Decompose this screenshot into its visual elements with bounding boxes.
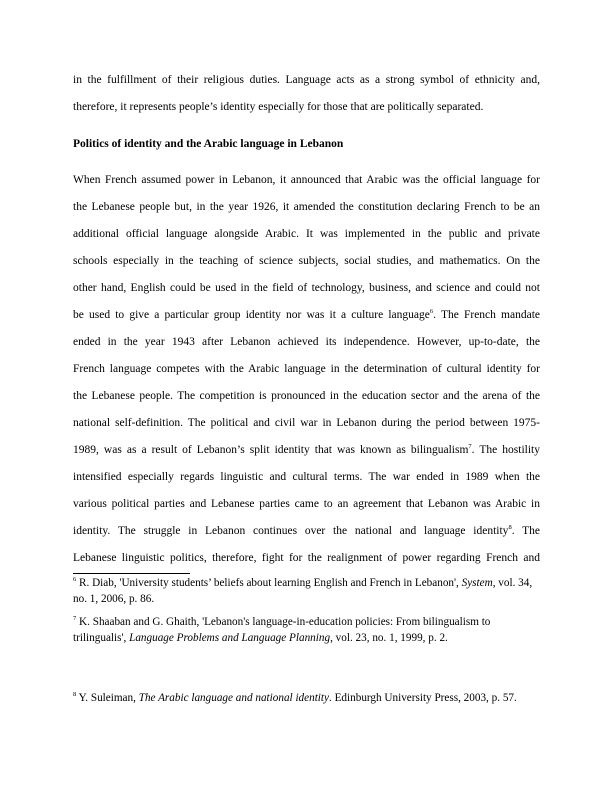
body-line: additional official language alongside Arabic. It was implemented in the public and private (73, 228, 540, 240)
body-line: ended in the year 1943 after Lebanon achieved its independence. However, up-to-date, the (73, 336, 540, 348)
body-line: Lebanese linguistic politics, therefore, fight for the realignment of power regarding French and (73, 552, 540, 564)
footnote-ref[interactable]: 7 (468, 443, 472, 450)
body-line: other hand, English could be used in the field of technology, business, and science and could not (73, 282, 540, 294)
footnote-mark: 7 (73, 615, 77, 622)
body-line: schools especially in the teaching of science subjects, social studies, and mathematics. On the (73, 255, 540, 267)
body-line: 1989, was as a result of Lebanon’s split identity that was known as bilingualism$^7$. The hostility (73, 443, 540, 456)
footnote: $^7$ K. Shaaban and G. Ghaith, 'Lebanon's language-in-education policies: From bilingualism to trilingualis', Language Problems and Language Planning, vol. 23, no. 1, 1999, p. 2. (73, 615, 491, 644)
body-line: national self-definition. The political and civil war in Lebanon during the period between 1975- (73, 417, 540, 429)
body-line: French language competes with the Arabic language in the determination of cultural identity for (73, 363, 540, 375)
footnote-separator (73, 573, 190, 574)
footnote-ref[interactable]: 8 (508, 524, 512, 531)
footnote-mark: 8 (73, 691, 77, 698)
body-line: the Lebanese people but, in the year 1926, it amended the constitution declaring French to be an (73, 201, 540, 213)
footnote: $^8$ Y. Suleiman, The Arabic language and national identity. Edinburgh University Press, 2003, p. 57. (73, 691, 517, 704)
footnote-ref[interactable]: 6 (429, 308, 434, 315)
body-line: the Lebanese people. The competition is pronounced in the education sector and the arena of the (73, 390, 540, 402)
section-heading: Politics of identity and the Arabic language in Lebanon (73, 138, 344, 150)
body-line: be used to give a particular group identity nor was it a culture language$^6$. The French mandate (73, 308, 541, 321)
body-line: intensified especially regards linguistic and cultural terms. The war ended in 1989 when the (73, 471, 540, 483)
body-line: identity. The struggle in Lebanon continues over the national and language identity$^8$. The (73, 524, 540, 537)
footnote-mark: 6 (73, 576, 77, 583)
footnote: $^6$ R. Diab, 'University students’ beliefs about learning English and French in Lebanon', System, vol. 34, no. 1, 2006, p. 86. (73, 576, 533, 605)
body-line: therefore, it represents people’s identity especially for those that are politically separated. (73, 101, 484, 113)
body-line: in the fulfillment of their religious duties. Language acts as a strong symbol of ethnicity and, (73, 74, 540, 86)
body-line: When French assumed power in Lebanon, it announced that Arabic was the official language for (73, 174, 540, 186)
body-line: various political parties and Lebanese parties came to an agreement that Lebanon was Arabic in (73, 498, 540, 510)
